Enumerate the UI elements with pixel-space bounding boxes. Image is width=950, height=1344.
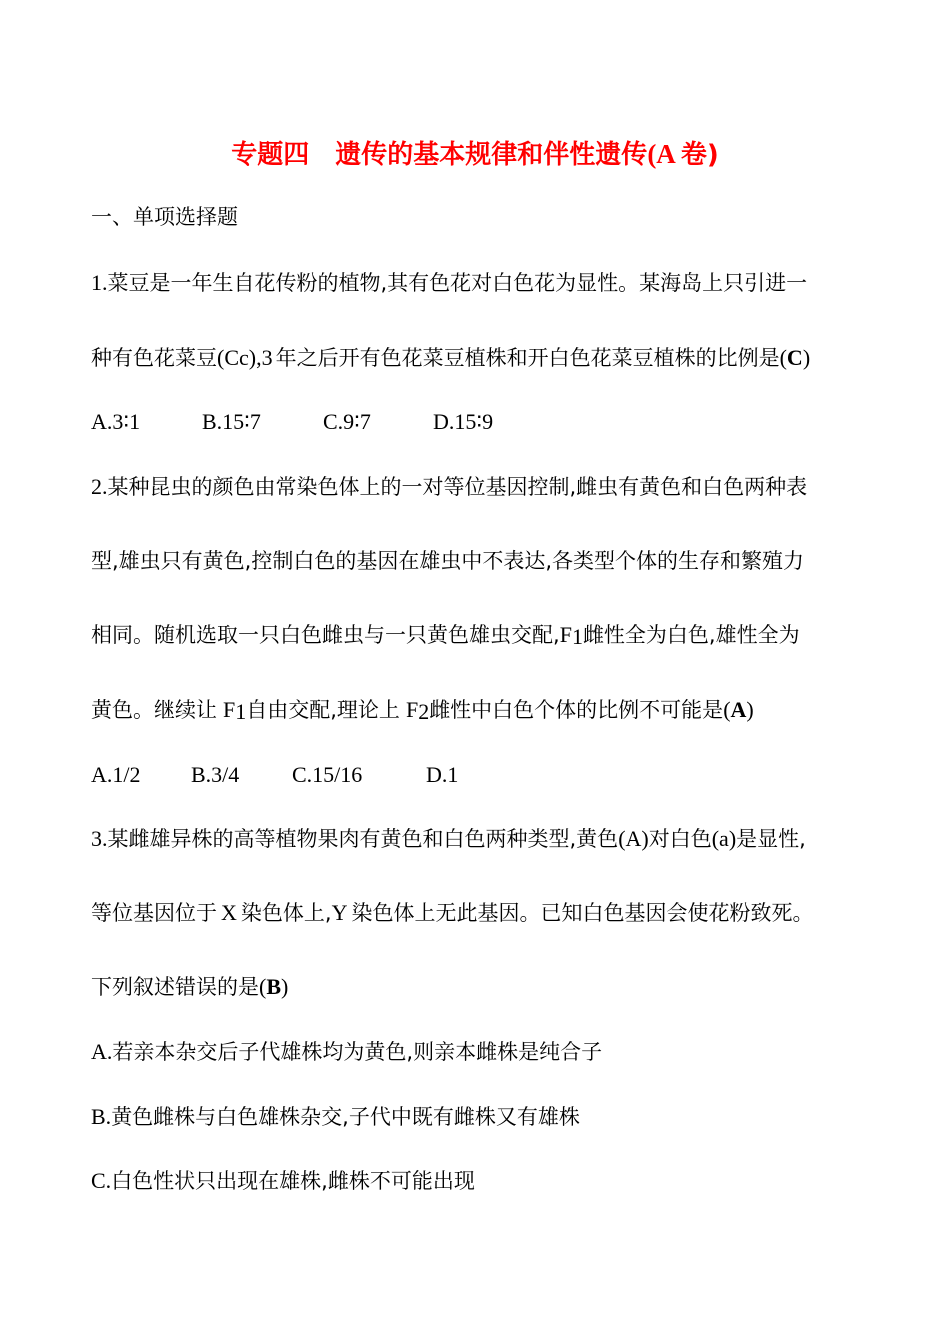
q3-number: 3.: [91, 826, 108, 851]
q1-line-2: 种有色花菜豆(Cc),3 年之后开有色花菜豆植株和开白色花菜豆植株的比例是(C): [91, 345, 811, 370]
q2-line-3: 相同。随机选取一只白色雌虫与一只黄色雄虫交配$,F_1$雌性全为白色,雄性全为: [91, 622, 800, 649]
title-volume-suffix: 卷): [680, 140, 719, 170]
q3-option-c: C.白色性状只出现在雄株,雌株不可能出现: [91, 1168, 475, 1193]
q2-option-a: A.1/2: [91, 762, 141, 787]
q2-answer: A: [730, 697, 747, 722]
q2-option-b: B.3/4: [191, 762, 240, 787]
q1-answer: C: [786, 345, 803, 370]
section-heading: 一、单项选择题: [91, 205, 238, 229]
q1-option-a: A.3∶1: [91, 409, 141, 434]
q2-line-2: 型,雄虫只有黄色,控制白色的基因在雄虫中不表达,各类型个体的生存和繁殖力: [91, 549, 805, 573]
title-topic: 专题四: [231, 140, 310, 170]
q2-option-c: C.15/16: [292, 762, 363, 787]
q1-option-c: C.9∶7: [323, 409, 371, 434]
q1-options: [91, 407, 493, 437]
q2-line-1: 2.某种昆虫的颜色由常染色体上的一对等位基因控制,雌虫有黄色和白色两种表: [91, 474, 808, 499]
q1-option-d: D.15∶9: [433, 409, 494, 434]
q2-number: 2.: [91, 474, 108, 499]
title-volume-letter: (A: [647, 139, 676, 169]
q3-line-3: 下列叙述错误的是(B): [91, 974, 289, 999]
q3-line-1: 3.某雌雄异株的高等植物果肉有黄色和白色两种类型,黄色(A)对白色(a)是显性,: [91, 826, 806, 851]
q3-option-a: A.若亲本杂交后子代雄株均为黄色,则亲本雌株是纯合子: [91, 1039, 603, 1064]
q3-answer: B: [266, 974, 282, 999]
q1-number: 1.: [91, 270, 108, 295]
q2-option-d: D.1: [426, 762, 459, 787]
q1-line-1: 1.菜豆是一年生自花传粉的植物,其有色花对白色花为显性。某海岛上只引进一: [91, 270, 808, 295]
q2-line-4: 黄色。继续让 $F_1$自由交配,理论上 $F_2$雌性中白色个体的比例不可能是(A): [91, 697, 754, 724]
q2-options: [91, 760, 458, 790]
q3-line-2: 等位基因位于 X 染色体上,Y 染色体上无此基因。已知白色基因会使花粉致死。: [91, 900, 814, 925]
q1-option-b: B.15∶7: [202, 409, 261, 434]
page-title: [0, 134, 950, 171]
title-main: 遗传的基本规律和伴性遗传: [335, 140, 648, 170]
q3-option-b: B.黄色雌株与白色雄株杂交,子代中既有雌株又有雄株: [91, 1104, 580, 1129]
